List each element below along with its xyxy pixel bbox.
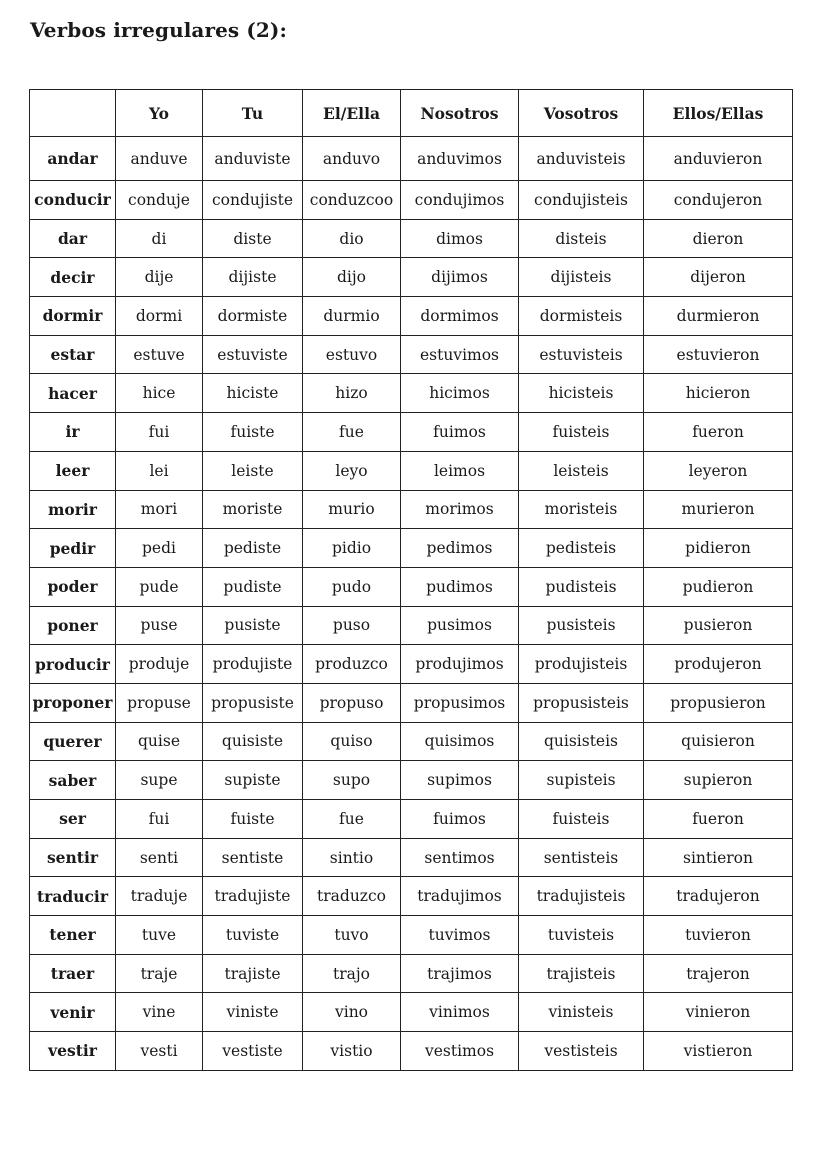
conjugation-cell: traje [116,954,203,993]
conjugation-cell: produzco [303,645,401,684]
table-row [30,683,793,722]
conjugation-cell: morimos [401,490,519,529]
table-row [30,567,793,606]
verb-infinitive-cell: sentir [30,838,116,877]
column-header: Yo [116,90,203,137]
conjugation-cell: supieron [644,761,793,800]
conjugation-cell: dijeron [644,258,793,297]
conjugation-cell: dormimos [401,297,519,336]
conjugation-cell: vesti [116,1032,203,1071]
conjugation-cell: trajimos [401,954,519,993]
conjugation-cell: supimos [401,761,519,800]
conjugation-cell: anduve [116,137,203,181]
conjugation-cell: diste [203,219,303,258]
verb-infinitive-cell: estar [30,335,116,374]
conjugation-cell: produjisteis [519,645,644,684]
conjugation-cell: pude [116,567,203,606]
table-row [30,993,793,1032]
conjugation-cell: produje [116,645,203,684]
conjugation-cell: tradujeron [644,877,793,916]
conjugation-cell: vinieron [644,993,793,1032]
table-row [30,374,793,413]
conjugation-cell: vistio [303,1032,401,1071]
column-header: Ellos/Ellas [644,90,793,137]
conjugation-cell: propusieron [644,683,793,722]
conjugation-cell: propuso [303,683,401,722]
conjugation-cell: hiciste [203,374,303,413]
table-row [30,335,793,374]
conjugation-cell: pusisteis [519,606,644,645]
conjugation-cell: trajisteis [519,954,644,993]
table-row [30,606,793,645]
conjugation-cell: dijiste [203,258,303,297]
conjugation-cell: leiste [203,451,303,490]
conjugation-cell: hicisteis [519,374,644,413]
column-header: Tu [203,90,303,137]
verb-infinitive-cell: poner [30,606,116,645]
conjugation-cell: sintio [303,838,401,877]
conjugation-cell: fuiste [203,800,303,839]
column-header: Vosotros [519,90,644,137]
conjugation-cell: produjimos [401,645,519,684]
table-row [30,529,793,568]
conjugation-cell: murieron [644,490,793,529]
conjugation-cell: propusimos [401,683,519,722]
conjugation-cell: quisimos [401,722,519,761]
conjugation-cell: pedimos [401,529,519,568]
conjugation-cell: dio [303,219,401,258]
conjugation-cell: estuve [116,335,203,374]
conjugation-cell: sentiste [203,838,303,877]
conjugation-cell: dormisteis [519,297,644,336]
conjugation-cell: dijisteis [519,258,644,297]
conjugation-cell: vestisteis [519,1032,644,1071]
conjugation-cell: pudo [303,567,401,606]
conjugation-cell: traduzco [303,877,401,916]
conjugation-cell: condujiste [203,181,303,220]
conjugation-cell: dormi [116,297,203,336]
conjugation-cell: fueron [644,800,793,839]
verb-infinitive-cell: tener [30,916,116,955]
conjugation-cell: trajeron [644,954,793,993]
conjugation-cell: lei [116,451,203,490]
conjugation-cell: senti [116,838,203,877]
conjugation-cell: fue [303,413,401,452]
conjugation-cell: pusieron [644,606,793,645]
conjugation-cell: trajiste [203,954,303,993]
verb-infinitive-cell: pedir [30,529,116,568]
conjugation-cell: propusisteis [519,683,644,722]
conjugation-cell: murio [303,490,401,529]
conjugation-cell: pudiste [203,567,303,606]
verb-infinitive-cell: leer [30,451,116,490]
verb-infinitive-cell: decir [30,258,116,297]
table-header-row [30,90,793,137]
conjugation-cell: dijimos [401,258,519,297]
table-row [30,916,793,955]
conjugation-cell: pudisteis [519,567,644,606]
conjugation-cell: quisieron [644,722,793,761]
conjugation-cell: dormiste [203,297,303,336]
verb-infinitive-cell: traducir [30,877,116,916]
conjugation-cell: hicimos [401,374,519,413]
conjugation-cell: sintieron [644,838,793,877]
conjugation-cell: pudieron [644,567,793,606]
column-header: El/Ella [303,90,401,137]
table-row [30,258,793,297]
conjugation-cell: di [116,219,203,258]
conjugation-cell: puse [116,606,203,645]
conjugation-cell: supe [116,761,203,800]
conjugation-cell: fueron [644,413,793,452]
verb-infinitive-cell: ser [30,800,116,839]
verb-infinitive-cell: morir [30,490,116,529]
conjugation-cell: anduvo [303,137,401,181]
table-row [30,490,793,529]
conjugation-cell: fuiste [203,413,303,452]
conjugation-cell: fui [116,800,203,839]
conjugation-cell: hicieron [644,374,793,413]
conjugation-cell: supiste [203,761,303,800]
table-row [30,1032,793,1071]
verb-infinitive-cell: ir [30,413,116,452]
table-row [30,954,793,993]
conjugation-cell: vino [303,993,401,1032]
conjugation-cell: estuvimos [401,335,519,374]
verb-infinitive-cell: hacer [30,374,116,413]
table-row [30,451,793,490]
conjugation-cell: conduzcoo [303,181,401,220]
conjugation-cell: pedisteis [519,529,644,568]
verb-infinitive-cell: traer [30,954,116,993]
conjugation-cell: condujisteis [519,181,644,220]
conjugation-cell: leisteis [519,451,644,490]
conjugation-cell: quiso [303,722,401,761]
conjugation-cell: dije [116,258,203,297]
conjugation-cell: leyeron [644,451,793,490]
table-row [30,413,793,452]
conjugation-cell: tuviste [203,916,303,955]
conjugation-cell: mori [116,490,203,529]
conjugation-cell: anduvimos [401,137,519,181]
conjugation-cell: estuvo [303,335,401,374]
table-row [30,181,793,220]
conjugation-cell: produjeron [644,645,793,684]
verb-infinitive-cell: poder [30,567,116,606]
verb-infinitive-cell: andar [30,137,116,181]
conjugation-cell: tradujimos [401,877,519,916]
verb-infinitive-cell: saber [30,761,116,800]
conjugation-cell: anduvieron [644,137,793,181]
table-row [30,877,793,916]
table-row [30,838,793,877]
conjugation-cell: fue [303,800,401,839]
conjugation-cell: disteis [519,219,644,258]
conjugation-cell: leimos [401,451,519,490]
conjugation-cell: vinimos [401,993,519,1032]
verb-infinitive-cell: vestir [30,1032,116,1071]
conjugation-cell: quisisteis [519,722,644,761]
conjugation-cell: puso [303,606,401,645]
conjugation-cell: durmio [303,297,401,336]
conjugation-cell: fuimos [401,413,519,452]
conjugation-cell: hice [116,374,203,413]
conjugation-cell: fui [116,413,203,452]
conjugation-cell: pidieron [644,529,793,568]
conjugation-cell: moristeis [519,490,644,529]
conjugation-cell: moriste [203,490,303,529]
conjugation-cell: tradujisteis [519,877,644,916]
conjugation-cell: dimos [401,219,519,258]
verb-infinitive-cell: venir [30,993,116,1032]
conjugation-cell: sentimos [401,838,519,877]
column-header: Nosotros [401,90,519,137]
table-row [30,722,793,761]
verb-infinitive-cell: producir [30,645,116,684]
conjugation-cell: condujeron [644,181,793,220]
conjugation-cell: propuse [116,683,203,722]
conjugation-cell: supo [303,761,401,800]
conjugation-cell: pediste [203,529,303,568]
conjugation-cell: tradujiste [203,877,303,916]
conjugation-cell: viniste [203,993,303,1032]
conjugation-cell: anduvisteis [519,137,644,181]
verb-infinitive-cell: querer [30,722,116,761]
conjugation-cell: vestimos [401,1032,519,1071]
conjugation-cell: quisiste [203,722,303,761]
conjugation-cell: tuvisteis [519,916,644,955]
conjugation-cell: tuve [116,916,203,955]
conjugation-cell: vine [116,993,203,1032]
conjugation-cell: tuvieron [644,916,793,955]
conjugation-cell: hizo [303,374,401,413]
conjugation-cell: trajo [303,954,401,993]
verb-infinitive-cell: conducir [30,181,116,220]
conjugation-cell: pudimos [401,567,519,606]
conjugation-cell: estuviste [203,335,303,374]
verb-infinitive-cell: dar [30,219,116,258]
header-corner-cell [30,90,116,137]
table-row [30,800,793,839]
conjugation-cell: sentisteis [519,838,644,877]
conjugation-cell: traduje [116,877,203,916]
page-title: Verbos irregulares (2): [30,18,287,42]
conjugation-cell: pedi [116,529,203,568]
conjugation-cell: fuisteis [519,800,644,839]
conjugation-cell: quise [116,722,203,761]
conjugation-cell: pusimos [401,606,519,645]
conjugation-cell: vestiste [203,1032,303,1071]
conjugation-cell: estuvieron [644,335,793,374]
conjugation-cell: vinisteis [519,993,644,1032]
conjugation-table [29,89,793,1071]
conjugation-cell: fuimos [401,800,519,839]
conjugation-cell: dijo [303,258,401,297]
verb-infinitive-cell: dormir [30,297,116,336]
verb-infinitive-cell: proponer [30,683,116,722]
table-row [30,645,793,684]
conjugation-cell: tuvimos [401,916,519,955]
table-row [30,761,793,800]
conjugation-cell: estuvisteis [519,335,644,374]
conjugation-cell: fuisteis [519,413,644,452]
table-row [30,297,793,336]
table-row [30,219,793,258]
conjugation-cell: pusiste [203,606,303,645]
conjugation-cell: leyo [303,451,401,490]
conjugation-cell: vistieron [644,1032,793,1071]
conjugation-cell: produjiste [203,645,303,684]
conjugation-cell: tuvo [303,916,401,955]
conjugation-cell: dieron [644,219,793,258]
table-body [30,137,793,1071]
conjugation-cell: durmieron [644,297,793,336]
conjugation-cell: propusiste [203,683,303,722]
conjugation-cell: conduje [116,181,203,220]
conjugation-cell: supisteis [519,761,644,800]
table-row [30,137,793,181]
conjugation-cell: anduviste [203,137,303,181]
conjugation-cell: pidio [303,529,401,568]
conjugation-cell: condujimos [401,181,519,220]
